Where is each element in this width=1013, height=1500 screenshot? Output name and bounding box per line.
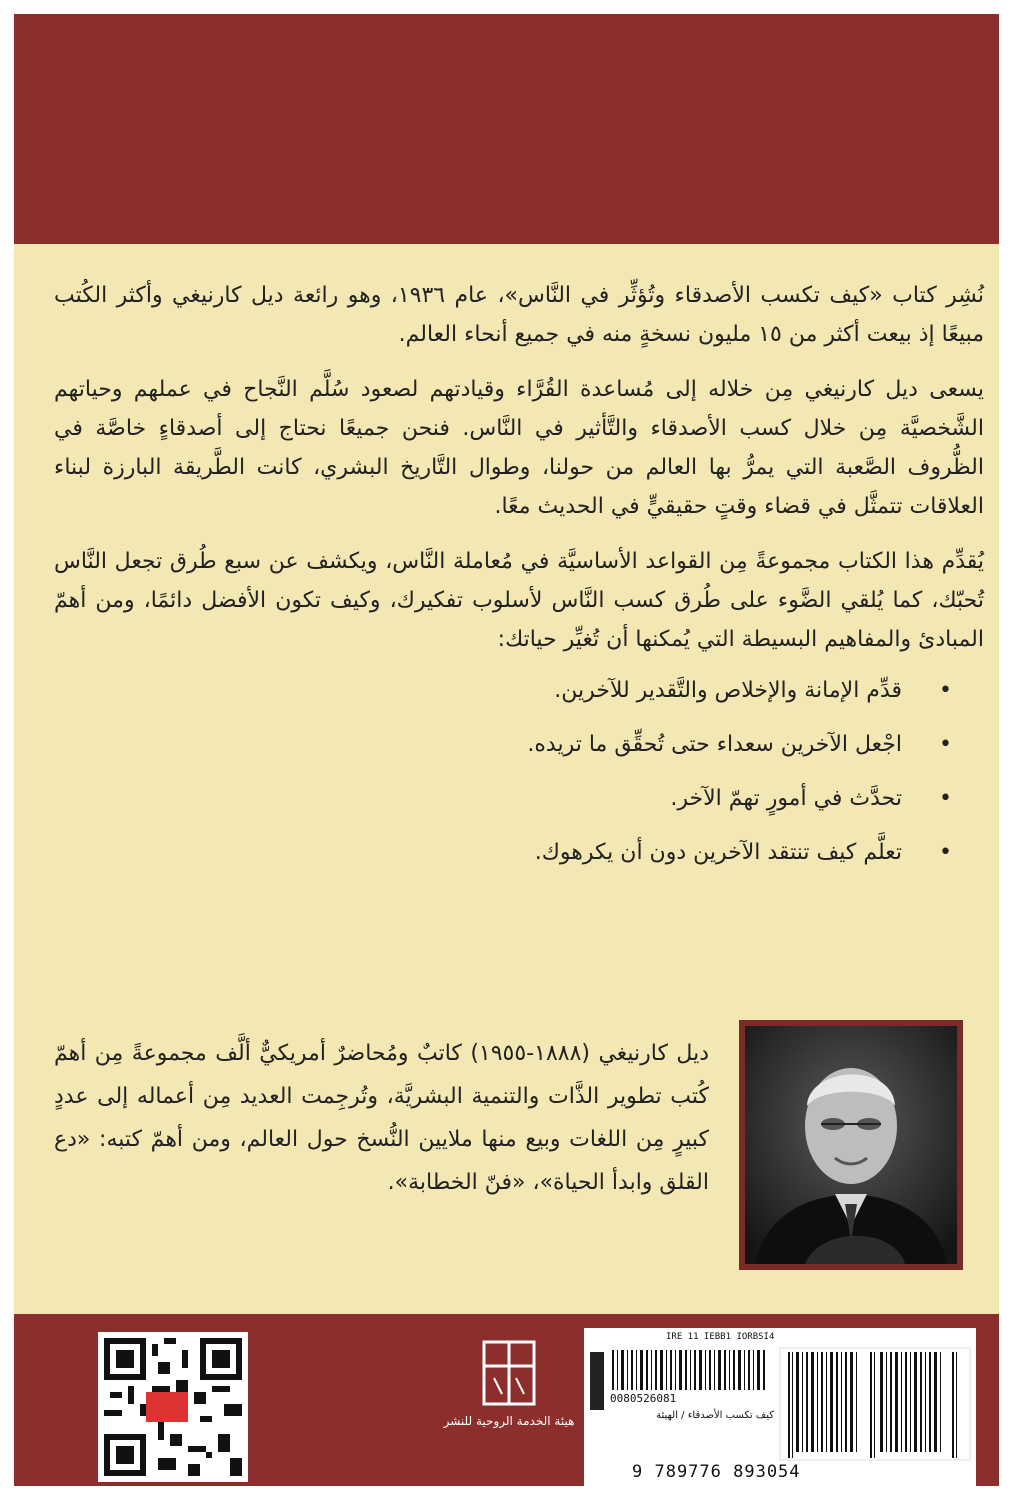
barcode-top-code: IRE 11 IEBB1 IORBSI4	[666, 1332, 775, 1342]
list-item: • تعلَّم كيف تنتقد الآخرين دون أن يكرهوك.	[54, 837, 984, 869]
description-paragraph-2: يسعى ديل كارنيغي مِن خلاله إلى مُساعدة القُرَّاء وقيادتهم لصعود سُلَّم النَّجاح في عملهم وحياتهم الشَّخصيَّة مِن خلال كسب الأصدقاء والتَّأثير في النَّاس. فنحن جميعًا نحتاج إلى أصدقاءٍ خاصَّة في الظُّروف الصَّعبة التي يمرُّ بها العالم من حولنا، وطوال التَّاريخ البشري، كانت الطَّريقة البارزة لبناء العلاقات تتمثَّل في قضاء وقتٍ حقيقيٍّ في الحديث معًا.	[54, 377, 984, 519]
description-paragraph-1: نُشِر كتاب «كيف تكسب الأصدقاء وتُؤثِّر في النَّاس»، عام ١٩٣٦، وهو رائعة ديل كارنيغي وأكثر الكُتب مبيعًا إذ بيعت أكثر من ١٥ مليون نسخةٍ منه في جميع أنحاء العالم.	[54, 283, 984, 347]
book-back-cover	[14, 14, 999, 1486]
list-item: • تحدَّث في أمورٍ تهمّ الآخر.	[54, 783, 984, 815]
qr-code-icon	[104, 1338, 242, 1476]
barcode-stock-number: 0080526081	[610, 1392, 677, 1405]
qr-code[interactable]	[98, 1332, 248, 1482]
description-paragraph-3: يُقدِّم هذا الكتاب مجموعةً مِن القواعد الأساسيَّة في مُعاملة النَّاس، ويكشف عن سبع طُرق تجعل النَّاس تُحبّك، كما يُلقي الضَّوء على طُرق كسب النَّاس لأسلوب تفكيرك، وكيف تكون الأفضل دائمًا، ومن أهمّ المبادئ والمفاهيم البسيطة التي يُمكنها أن تُغيِّر حياتك:	[54, 549, 984, 652]
list-item: • قدِّم الإمانة والإخلاص والتَّقدير للآخرين.	[54, 675, 984, 707]
barcode-sticker	[584, 1328, 976, 1486]
author-photo	[739, 1020, 963, 1270]
isbn-number: 9 789776 893054	[632, 1462, 801, 1482]
top-color-band	[14, 14, 999, 244]
barcode-title-label: كيف تكسب الأصدقاء / الهيئة	[656, 1410, 774, 1421]
publisher-name: هيئة الخدمة الروحية للنشر	[443, 1414, 575, 1428]
book-description	[54, 276, 984, 891]
principles-list	[54, 675, 984, 869]
author-portrait-image	[745, 1026, 957, 1264]
list-item: • اجْعل الآخرين سعداء حتى تُحقِّق ما تريده.	[54, 729, 984, 761]
author-bio: ديل كارنيغي (١٨٨٨-١٩٥٥) كاتبٌ ومُحاضرٌ أمريكيٌّ ألَّف مجموعةً مِن أهمّ كُتب تطوير الذَّات والتنمية البشريَّة، وتُرجِمت العديد مِن أعماله إلى عددٍ كبيرٍ مِن اللغات وبيع منها ملايين النُّسخ حول العالم، ومن أهمّ كتبه: «دع القلق وابدأ الحياة»، «فنّ الخطابة».	[54, 1041, 709, 1195]
